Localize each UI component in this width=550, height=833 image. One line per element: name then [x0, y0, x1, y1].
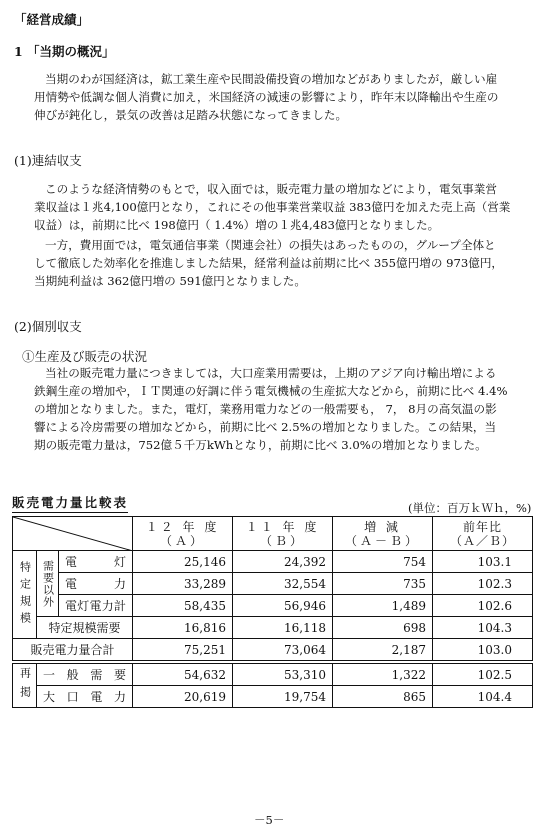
- header-subtext: （Ａ）: [160, 533, 206, 548]
- cell-fy11: 56,946: [233, 595, 333, 617]
- cell-diff: 735: [333, 573, 433, 595]
- cell-fy12: 58,435: [133, 595, 233, 617]
- diagonal-line: [13, 517, 133, 551]
- text-line: の増加となりました。また，電灯，業務用電力などの一般需要も， 7， 8月の高気温の影: [34, 402, 497, 416]
- text-line: 伸びが鈍化し，景気の改善は足踏み状態になってきました。: [34, 108, 348, 122]
- group-label-specified: 特定規模: [13, 551, 37, 639]
- cell-diff: 1,489: [333, 595, 433, 617]
- header-text: １１ 年 度: [245, 519, 320, 534]
- cell-ratio: 103.0: [433, 639, 533, 661]
- row-label: 大 口 電 力: [37, 686, 133, 708]
- row-label: 販売電力量合計: [13, 639, 133, 661]
- repost-label: 再掲: [13, 664, 37, 708]
- text-line: して徹底した効率化を推進しました結果，経常利益は前期に比べ 355億円増の 973億円，: [34, 256, 504, 270]
- table-row: [13, 617, 533, 639]
- cell-fy11: 53,310: [233, 664, 333, 686]
- cell-diff: 2,187: [333, 639, 433, 661]
- subsection-consolidated: (1)連結収支: [14, 153, 82, 168]
- paragraph-sales: [34, 364, 507, 454]
- cell-fy12: 16,816: [133, 617, 233, 639]
- table-header-row: [13, 517, 533, 551]
- subgroup-label-non-specified: 需要以外: [37, 551, 59, 617]
- cell-fy11: 16,118: [233, 617, 333, 639]
- cell-fy12: 75,251: [133, 639, 233, 661]
- text-line: 鉄鋼生産の増加や，ＩＴ関連の好調に伴う電気機械の生産拡大などから，前期に比べ 4.4%: [34, 384, 508, 398]
- text-line: 当期純利益は 362億円増の 591億円となりました。: [34, 274, 306, 288]
- row-label: 電 力: [59, 573, 133, 595]
- cell-ratio: 103.1: [433, 551, 533, 573]
- cell-fy12: 54,632: [133, 664, 233, 686]
- cell-diff: 754: [333, 551, 433, 573]
- cell-diff: 865: [333, 686, 433, 708]
- cell-fy11: 24,392: [233, 551, 333, 573]
- text-line: 当期のわが国経済は，鉱工業生産や民間設備投資の増加などがありましたが，厳しい雇: [45, 72, 498, 86]
- cell-fy11: 32,554: [233, 573, 333, 595]
- row-label: 電 灯: [59, 551, 133, 573]
- cell-ratio: 104.3: [433, 617, 533, 639]
- cell-ratio: 102.6: [433, 595, 533, 617]
- header-text: １２ 年 度: [145, 519, 220, 534]
- header-ratio: [433, 517, 533, 551]
- header-subtext: （Ａ－Ｂ）: [345, 533, 421, 548]
- header-text: 増 減: [364, 519, 401, 534]
- row-label: 一 般 需 要: [37, 664, 133, 686]
- table-row: [13, 551, 533, 573]
- cell-diff: 698: [333, 617, 433, 639]
- header-diff: [333, 517, 433, 551]
- text-line: 用情勢や低調な個人消費に加え，米国経済の減速の影響により，昨年末以降輸出や生産の: [34, 90, 499, 104]
- table-title: 販売電力量比較表: [12, 493, 128, 513]
- subsection-production-sales: ①生産及び販売の状況: [22, 349, 148, 364]
- paragraph-consolidated-1: [34, 180, 510, 234]
- text-line: 期の販売電力量は，752億５千万kWhとなり，前期に比べ 3.0%の増加となりました。: [34, 438, 487, 452]
- table-row: [13, 639, 533, 661]
- cell-ratio: 102.3: [433, 573, 533, 595]
- cell-diff: 1,322: [333, 664, 433, 686]
- cell-fy11: 73,064: [233, 639, 333, 661]
- header-corner-cell: [13, 517, 133, 551]
- paragraph-overview: [34, 70, 498, 124]
- table-unit: (単位：百万ｋＷｈ，%): [408, 501, 532, 515]
- page-number: －5－: [254, 813, 285, 827]
- cell-fy12: 25,146: [133, 551, 233, 573]
- subsection-individual: (2)個別収支: [14, 319, 82, 334]
- header-fy11: [233, 517, 333, 551]
- table-row: [13, 595, 533, 617]
- table-row: [13, 664, 533, 686]
- row-label: 電灯電力計: [59, 595, 133, 617]
- section-title: 「経営成績」: [14, 12, 90, 27]
- subsection-overview: 1 「当期の概況」: [14, 44, 115, 59]
- text-line: 業収益は１兆4,100億円となり，これにその他事業営業収益 383億円を加えた売上高（営業: [34, 200, 511, 214]
- table-row: [13, 686, 533, 708]
- cell-fy12: 33,289: [133, 573, 233, 595]
- header-text: 前年比: [463, 519, 503, 534]
- text-line: 響による冷房需要の増加などから，前期に比べ 2.5%の増加となりました。この結果，当: [34, 420, 497, 434]
- cell-ratio: 104.4: [433, 686, 533, 708]
- text-line: 当社の販売電力量につきましては，大口産業用需要は，上期のアジア向け輸出増による: [45, 366, 497, 380]
- sales-volume-table: [12, 516, 533, 708]
- paragraph-consolidated-2: [34, 236, 503, 290]
- header-fy12: [133, 517, 233, 551]
- row-label: 特定規模需要: [37, 617, 133, 639]
- text-line: 収益）は，前期に比べ 198億円（ 1.4%）増の１兆4,483億円となりました。: [34, 218, 440, 232]
- header-subtext: （Ａ／Ｂ）: [450, 533, 516, 548]
- cell-fy12: 20,619: [133, 686, 233, 708]
- text-line: 一方，費用面では，電気通信事業（関連会社）の損失はあったものの，グループ全体と: [45, 238, 496, 252]
- text-line: このような経済情勢のもとで，収入面では，販売電力量の増加などにより，電気事業営: [45, 182, 497, 196]
- cell-ratio: 102.5: [433, 664, 533, 686]
- table-row: [13, 573, 533, 595]
- header-subtext: （Ｂ）: [260, 533, 306, 548]
- cell-fy11: 19,754: [233, 686, 333, 708]
